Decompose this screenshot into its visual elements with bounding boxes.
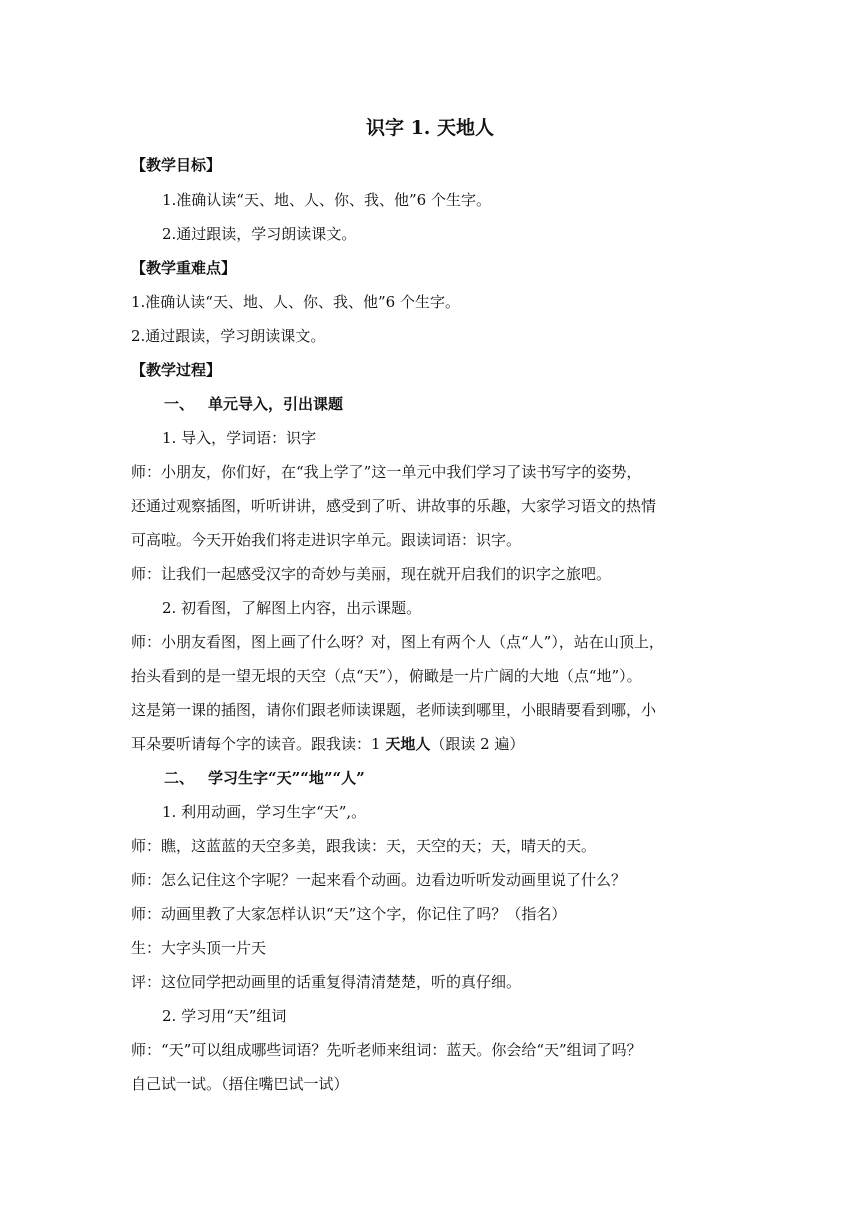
- key-point-item: 1.准确认读“天、地、人、你、我、他”6 个生字。: [131, 293, 460, 311]
- step-heading: 2. 学习用“天”组词: [162, 1007, 287, 1025]
- key-points-heading: 【教学重难点】: [131, 259, 237, 277]
- step-heading: 1. 利用动画，学习生字“天”,。: [162, 803, 367, 821]
- process-heading: 【教学过程】: [131, 361, 222, 379]
- paragraph-line: 师：小朋友，你们好，在“我上学了”这一单元中我们学习了读书写字的姿势，: [131, 463, 642, 481]
- paragraph-line: 师：让我们一起感受汉字的奇妙与美丽，现在就开启我们的识字之旅吧。: [131, 565, 612, 583]
- teaching-goal-item: 1.准确认读“天、地、人、你、我、他”6 个生字。: [162, 191, 491, 209]
- line-text: （跟读 2 遍）: [430, 735, 525, 753]
- section-title: 单元导入，引出课题: [208, 395, 344, 413]
- key-point-item: 2.通过跟读，学习朗读课文。: [131, 327, 326, 345]
- section-title: 学习生字“天”“地”“人”: [208, 769, 365, 787]
- paragraph-line: 可高啦。今天开始我们将走进识字单元。跟读词语：识字。: [131, 531, 522, 549]
- paragraph-line: 师：怎么记住这个字呢？一起来看个动画。边看边听听发动画里说了什么？: [131, 871, 627, 889]
- paragraph-line: 抬头看到的是一望无垠的天空（点“天”），俯瞰是一片广阔的大地（点“地”）。: [131, 667, 642, 685]
- paragraph-line: 师：小朋友看图，图上画了什么呀？对，图上有两个人（点“人”），站在山顶上，: [131, 633, 664, 651]
- teaching-goals-heading: 【教学目标】: [131, 156, 222, 174]
- paragraph-line: 师：瞧，这蓝蓝的天空多美，跟我读：天，天空的天；天，晴天的天。: [131, 837, 597, 855]
- paragraph-line: 师：“天”可以组成哪些词语？先听老师来组词：蓝天。你会给“天”组词了吗？: [131, 1041, 642, 1059]
- teaching-goal-item: 2.通过跟读，学习朗读课文。: [162, 225, 357, 243]
- section-heading-1: [164, 392, 770, 416]
- paragraph-line: 自己试一试。（捂住嘴巴试一试）: [131, 1075, 349, 1093]
- paragraph-line: 生：大字头顶一片天: [131, 939, 267, 957]
- lesson-title-emphasis: 天地人: [385, 735, 431, 753]
- step-heading: 1. 导入，学词语：识字: [162, 429, 317, 447]
- paragraph-line: 师：动画里教了大家怎样认识“天”这个字，你记住了吗？（指名）: [131, 905, 567, 923]
- page-title: 识字 1. 天地人: [365, 117, 495, 139]
- section-heading-2: [164, 766, 770, 790]
- section-number: 二、: [164, 769, 195, 787]
- paragraph-line: 还通过观察插图，听听讲讲，感受到了听、讲故事的乐趣，大家学习语文的热情: [131, 497, 657, 515]
- step-heading: 2. 初看图，了解图上内容，出示课题。: [162, 599, 422, 617]
- paragraph-line: 评：这位同学把动画里的话重复得清清楚楚，听的真仔细。: [131, 973, 522, 991]
- line-text: 耳朵要听请每个字的读音。跟我读：1: [131, 735, 386, 753]
- section-number: 一、: [164, 395, 195, 413]
- paragraph-line: [131, 732, 737, 756]
- paragraph-line: 这是第一课的插图，请你们跟老师读课题，老师读到哪里，小眼睛要看到哪，小: [131, 701, 657, 719]
